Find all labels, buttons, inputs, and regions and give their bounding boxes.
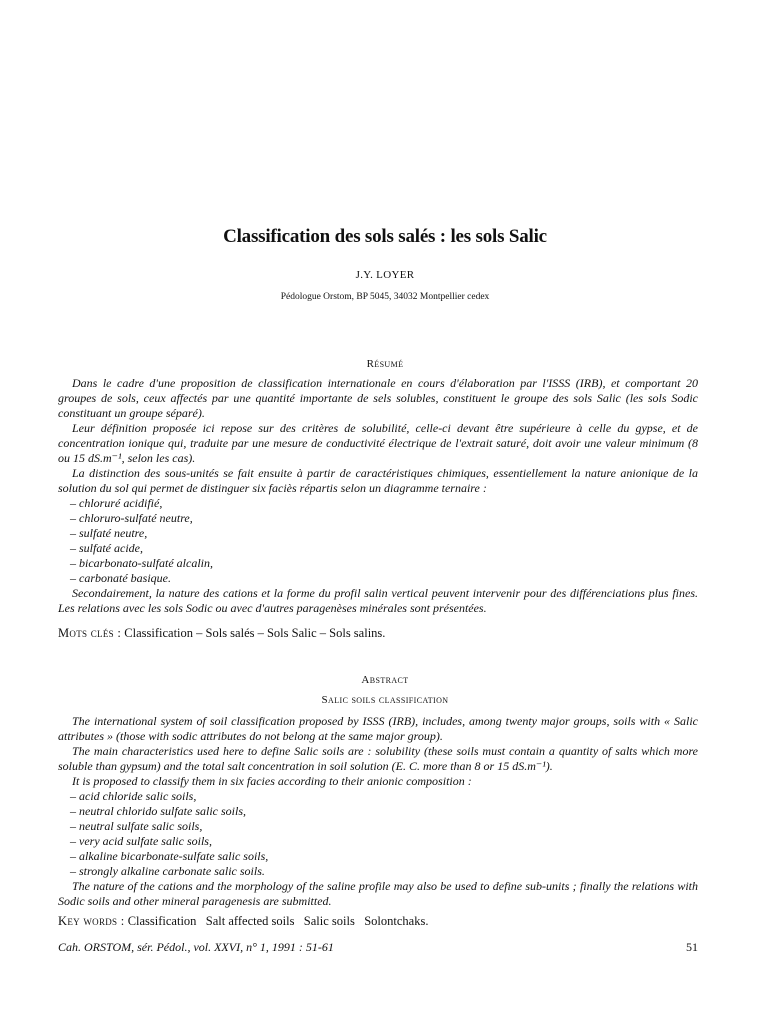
journal-citation: Cah. ORSTOM, sér. Pédol., vol. XXVI, n° 1, 1991 : 51-61 bbox=[58, 940, 334, 954]
abstract-paragraph-2: The main characteristics used here to define Salic soils are : solubility (these soils must contain a quantity of salts which more soluble than gypsum) and the total salt concentration in soil solution (E. C. more than 8 or 15 dS.m⁻¹). bbox=[58, 744, 698, 773]
abstract-facies-list bbox=[58, 789, 698, 879]
list-item: – sulfaté acide, bbox=[70, 541, 698, 556]
list-item: – chloruré acidifié, bbox=[70, 496, 698, 511]
list-item: – chloruro-sulfaté neutre, bbox=[70, 511, 698, 526]
list-item: – neutral sulfate salic soils, bbox=[70, 819, 698, 834]
abstract-paragraph-1: The international system of soil classification proposed by ISSS (IRB), includes, among twenty major groups, soils with « Salic attributes » (those with sodic attributes do not belong at the same major group). bbox=[58, 714, 698, 743]
resume-paragraph-2: Leur définition proposée ici repose sur des critères de solubilité, celle-ci devant être supérieure à celle du gypse, et de concentration ionique qui, traduite par une mesure de conductivité électrique de l'extrait saturé, doit avoir une valeur minimum (8 ou 15 dS.m⁻¹, selon les cas). bbox=[58, 421, 698, 465]
list-item: – carbonaté basique. bbox=[70, 571, 698, 586]
list-item: – acid chloride salic soils, bbox=[70, 789, 698, 804]
page-number: 51 bbox=[686, 940, 698, 954]
author-name: J.Y. LOYER bbox=[355, 269, 415, 281]
abstract-paragraph-3: It is proposed to classify them in six facies according to their anionic composition : bbox=[72, 774, 472, 788]
list-item: – sulfaté neutre, bbox=[70, 526, 698, 541]
resume-heading: Résumé bbox=[366, 358, 404, 370]
list-item: – strongly alkaline carbonate salic soils. bbox=[70, 864, 698, 879]
keywords-text: Classification Salt affected soils Salic soils Solontchaks. bbox=[127, 914, 429, 928]
keywords-label: Mots clés : bbox=[58, 626, 122, 640]
abstract-body bbox=[58, 714, 698, 909]
resume-paragraph-3: La distinction des sous-unités se fait ensuite à partir de caractéristiques chimiques, essentiellement la nature anionique de la solution du sol qui permet de distinguer six faciès répartis selon un diagramme ternaire : bbox=[58, 466, 698, 495]
author-affiliation: Pédologue Orstom, BP 5045, 34032 Montpellier cedex bbox=[280, 292, 490, 302]
list-item: – very acid sulfate salic soils, bbox=[70, 834, 698, 849]
resume-paragraph-1: Dans le cadre d'une proposition de classification internationale en cours d'élaboration par l'ISSS (IRB), et comportant 20 groupes de sols, ceux affectés par une quantité importante de sels solubles, constituent le groupe des sols Salic (les sols Sodic constituant un groupe séparé). bbox=[58, 376, 698, 420]
resume-body bbox=[58, 376, 698, 616]
abstract-subheading: Salic soils classification bbox=[321, 694, 449, 706]
abstract-heading: Abstract bbox=[361, 674, 409, 686]
article-title: Classification des sols salés : les sols Salic bbox=[223, 226, 547, 247]
resume-facies-list bbox=[58, 496, 698, 586]
keywords-text: Classification – Sols salés – Sols Salic – Sols salins. bbox=[124, 626, 386, 640]
list-item: – alkaline bicarbonate-sulfate salic soils, bbox=[70, 849, 698, 864]
abstract-keywords bbox=[58, 914, 708, 929]
list-item: – neutral chlorido sulfate salic soils, bbox=[70, 804, 698, 819]
resume-keywords bbox=[58, 626, 708, 641]
resume-paragraph-4: Secondairement, la nature des cations et la forme du profil salin vertical peuvent intervenir pour des différenciations plus fines. Les relations avec les sols Sodic ou avec d'autres paragenèses minérales sont présentées. bbox=[58, 586, 698, 615]
abstract-paragraph-4: The nature of the cations and the morphology of the saline profile may also be used to define sub-units ; finally the relations with Sodic soils and other mineral paragenesis are submitted. bbox=[58, 879, 698, 908]
list-item: – bicarbonato-sulfaté alcalin, bbox=[70, 556, 698, 571]
keywords-label: Key words : bbox=[58, 914, 125, 928]
